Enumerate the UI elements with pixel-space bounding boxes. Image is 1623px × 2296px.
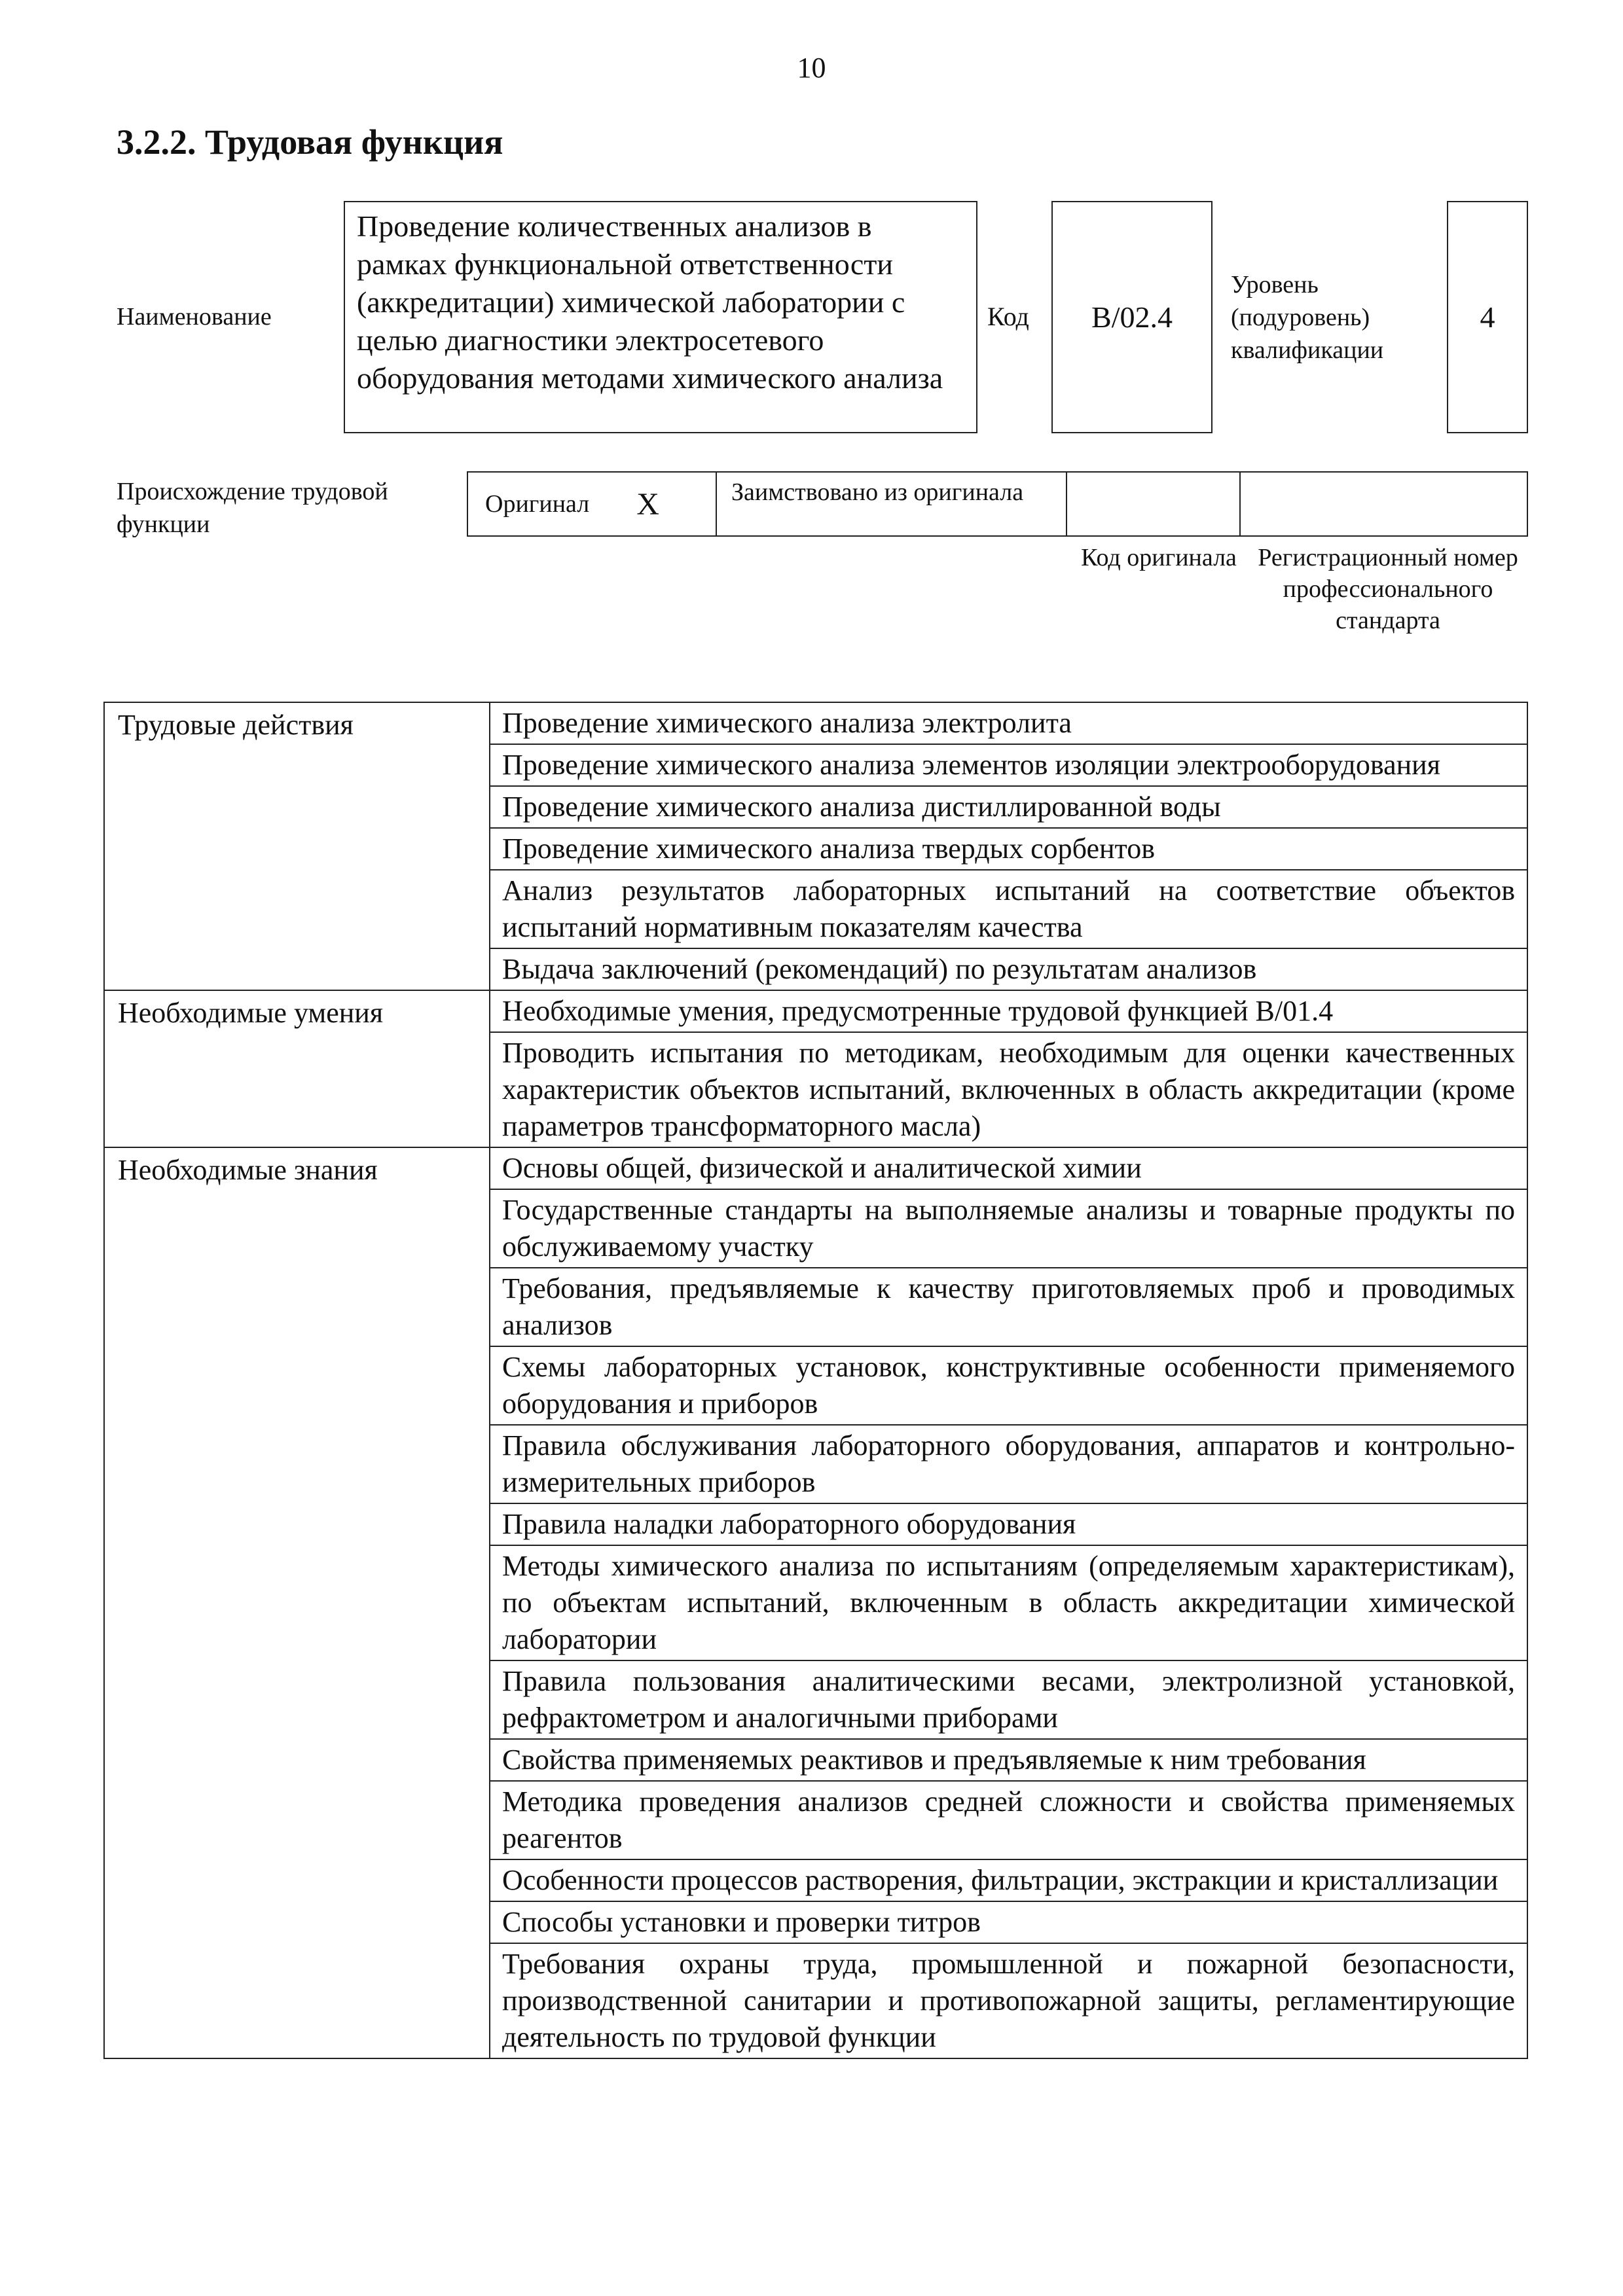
table-row	[104, 702, 1527, 744]
reg-number-label: Регистрационный номер профессионального стандарта	[1258, 544, 1518, 634]
table-cell: Свойства применяемых реактивов и предъявляемые к ним требования	[490, 1739, 1527, 1781]
origin-original-cell	[468, 473, 717, 535]
table-cell: Проводить испытания по методикам, необходимым для оценки качественных характеристик объектов испытаний, включенных в область аккредитации (кроме параметров трансформаторного масла)	[490, 1032, 1527, 1147]
table-cell: Анализ результатов лабораторных испытаний на соответствие объектов испытаний нормативным показателям качества	[490, 870, 1527, 948]
table-cell: Проведение химического анализа электролита	[490, 702, 1527, 744]
code-label: Код	[987, 302, 1029, 331]
table-row	[104, 990, 1527, 1032]
table-cell: Методы химического анализа по испытаниям (определяемым характеристикам), по объектам испытаний, включенным в область аккредитации химической лаборатории	[490, 1545, 1527, 1660]
code-original-cell	[1067, 473, 1241, 535]
table-cell: Выдача заключений (рекомендаций) по результатам анализов	[490, 948, 1527, 990]
table-cell: Правила пользования аналитическими весами, электролизной установкой, рефрактометром и аналогичными приборами	[490, 1660, 1527, 1739]
level-label	[1231, 268, 1427, 367]
page-number: 10	[797, 52, 826, 84]
origin-label: Происхождение трудовой функции	[117, 478, 388, 538]
borrowed-label: Заимствовано из оригинала	[717, 473, 1067, 535]
table-cell: Способы установки и проверки титров	[490, 1901, 1527, 1943]
table-cell: Государственные стандарты на выполняемые анализы и товарные продукты по обслуживаемому участку	[490, 1189, 1527, 1268]
section-title: 3.2.2. Трудовая функция	[117, 122, 503, 162]
code-box	[1051, 201, 1213, 433]
table-cell: Схемы лабораторных установок, конструктивные особенности применяемого оборудования и приборов	[490, 1346, 1527, 1425]
section-title-cell: Необходимые знания	[104, 1147, 490, 2058]
table-cell: Проведение химического анализа твердых сорбентов	[490, 828, 1527, 870]
table-cell: Основы общей, физической и аналитической химии	[490, 1147, 1527, 1189]
table-cell: Методика проведения анализов средней сложности и свойства применяемых реагентов	[490, 1781, 1527, 1859]
origin-row	[467, 471, 1528, 537]
section-title-cell: Трудовые действия	[104, 702, 490, 990]
section-title-cell: Необходимые умения	[104, 990, 490, 1147]
level-value: 4	[1480, 300, 1495, 334]
table-cell: Требования охраны труда, промышленной и пожарной безопасности, производственной санитарии и противопожарной защиты, регламентирующие деятельность по трудовой функции	[490, 1943, 1527, 2058]
table-cell: Требования, предъявляемые к качеству приготовляемых проб и проводимых анализов	[490, 1268, 1527, 1346]
level-label-text: Уровень (подуровень) квалификации	[1231, 271, 1384, 364]
table-cell: Необходимые умения, предусмотренные трудовой функцией B/01.4	[490, 990, 1527, 1032]
original-label: Оригинал	[485, 490, 590, 518]
code-original-label: Код оригинала	[1081, 544, 1237, 571]
table-cell: Правила наладки лабораторного оборудования	[490, 1503, 1527, 1545]
name-label: Наименование	[117, 303, 272, 331]
original-mark: X	[636, 486, 659, 522]
reg-number-cell	[1241, 473, 1527, 535]
level-box	[1447, 201, 1528, 433]
table-row	[104, 1147, 1527, 1189]
table-cell: Проведение химического анализа элементов изоляции электрооборудования	[490, 744, 1527, 786]
table-cell: Проведение химического анализа дистиллированной воды	[490, 786, 1527, 828]
requirements-table	[103, 702, 1528, 2059]
code-value: B/02.4	[1091, 300, 1173, 334]
table-cell: Правила обслуживания лабораторного оборудования, аппаратов и контрольно-измерительных приборов	[490, 1425, 1527, 1503]
table-cell: Особенности процессов растворения, фильтрации, экстракции и кристаллизации	[490, 1859, 1527, 1901]
function-name-box: Проведение количественных анализов в рамках функциональной ответственности (аккредитации) химической лаборатории с целью диагностики электросетевого оборудования методами химического анализа	[344, 201, 977, 433]
